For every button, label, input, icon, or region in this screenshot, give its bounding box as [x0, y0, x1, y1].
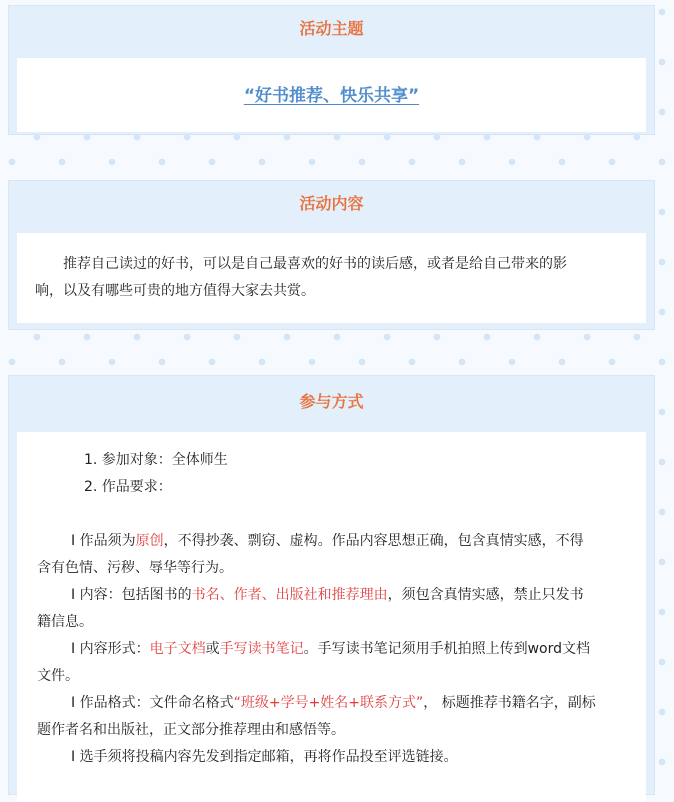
participation-card	[8, 375, 655, 795]
requirement-content-cont: 籍信息。	[37, 614, 93, 630]
participation-body	[17, 432, 646, 802]
format-highlight: “班级+学号+姓名+联系方式”	[233, 695, 424, 711]
original-highlight: 原创	[135, 533, 164, 549]
participant-item: 1. 参加对象：全体师生	[84, 452, 228, 468]
content-body	[17, 233, 646, 323]
content-paragraph	[17, 233, 646, 305]
requirement-content: I 内容：包括图书的书名、作者、出版社和推荐理由，须包含真情实感，禁止只发书	[71, 587, 584, 603]
form-highlight-notes: 手写读书笔记	[219, 641, 304, 657]
content-title: 活动内容	[299, 194, 364, 213]
requirement-format: I 作品格式：文件命名格式“班级+学号+姓名+联系方式”， 标题推荐书籍名字，副标	[71, 695, 596, 711]
requirement-submit: I 选手须将投稿内容先发到指定邮箱，再将作品投至评选链接。	[71, 749, 458, 765]
content-highlight: 书名、作者、出版社和推荐理由	[191, 587, 388, 603]
requirement-form: I 内容形式：电子文档或手写读书笔记。手写读书笔记须用手机拍照上传到word文档	[71, 641, 591, 657]
theme-card	[8, 5, 655, 135]
theme-title: 活动主题	[299, 19, 364, 38]
content-line-2: 响，以及有哪些可贵的地方值得大家去共赏。	[35, 283, 315, 299]
requirement-form-cont: 文件。	[37, 668, 79, 684]
theme-slogan[interactable]: “好书推荐、快乐共享”	[243, 86, 420, 106]
theme-body	[17, 58, 646, 132]
participation-title: 参与方式	[299, 392, 364, 411]
content-line-1: 推荐自己读过的好书，可以是自己最喜欢的好书的读后感，或者是给自己带来的影	[63, 256, 567, 272]
requirement-format-cont: 题作者名和出版社，正文部分推荐理由和感悟等。	[37, 722, 345, 738]
content-card	[8, 180, 655, 330]
form-highlight-doc: 电子文档	[149, 641, 206, 657]
requirement-heading: 2. 作品要求：	[84, 479, 172, 495]
requirement-original-cont: 含有色情、污秽、辱华等行为。	[37, 560, 233, 576]
requirement-original: I 作品须为原创，不得抄袭、剽窃、虚构。作品内容思想正确，包含真情实感，不得	[71, 533, 584, 549]
